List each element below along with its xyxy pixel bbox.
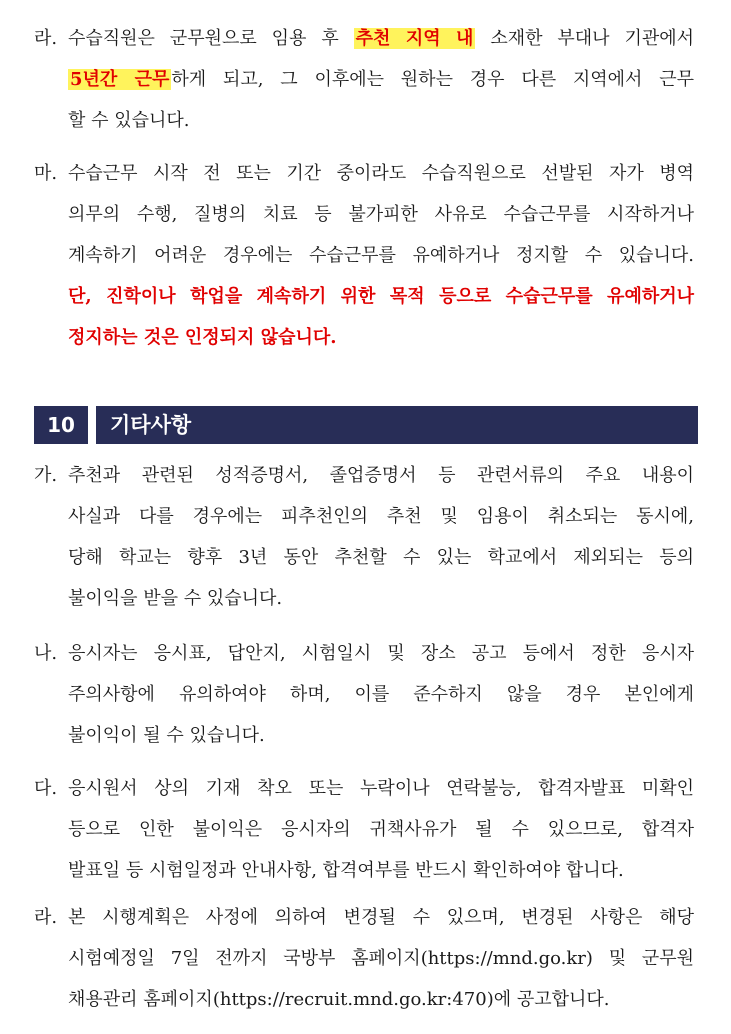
item-line xyxy=(34,897,694,938)
body-text: 불이익이 될 수 있습니다. xyxy=(68,725,265,746)
list-item xyxy=(34,153,694,358)
body-text: 추천과 관련된 성적증명서, 졸업증명서 등 관련서류의 주요 내용이 xyxy=(68,465,694,486)
body-text: 응시자는 응시표, 답안지, 시험일시 및 장소 공고 등에서 정한 응시자 xyxy=(68,643,694,664)
item-line xyxy=(34,674,694,715)
body-text: 의무의 수행, 질병의 치료 등 불가피한 사유로 수습근무를 시작하거나 xyxy=(68,204,694,225)
item-line xyxy=(34,235,694,276)
body-text: 할 수 있습니다. xyxy=(68,110,190,131)
item-line xyxy=(34,768,694,809)
item-marker: 라. xyxy=(34,907,58,928)
item-marker: 라. xyxy=(34,28,58,49)
body-text: 채용관리 홈페이지(https://recruit.mnd.go.kr:470)에 공고합니다. xyxy=(68,989,610,1010)
item-line xyxy=(34,633,694,674)
section-number: 10 xyxy=(34,406,88,444)
item-line xyxy=(34,153,694,194)
body-text: 당해 학교는 향후 3년 동안 추천할 수 있는 학교에서 제외되는 등의 xyxy=(68,547,694,568)
item-line xyxy=(34,276,694,317)
list-item xyxy=(34,897,694,1020)
item-line xyxy=(34,100,694,141)
highlighted-text: 5년간 근무 xyxy=(70,69,170,90)
item-marker: 나. xyxy=(34,643,58,664)
body-text: 시험예정일 7일 전까지 국방부 홈페이지(https://mnd.go.kr) 및 군무원 xyxy=(68,948,694,969)
body-text: 등으로 인한 불이익은 응시자의 귀책사유가 될 수 있으므로, 합격자 xyxy=(68,819,694,840)
list-item xyxy=(34,18,694,141)
body-text: 소재한 부대나 기관에서 xyxy=(475,28,695,49)
item-line xyxy=(34,938,694,979)
emphasis-text: 정지하는 것은 인정되지 않습니다. xyxy=(68,327,337,348)
body-text: 발표일 등 시험일정과 안내사항, 합격여부를 반드시 확인하여야 합니다. xyxy=(68,860,624,881)
body-text: 계속하기 어려운 경우에는 수습근무를 유예하거나 정지할 수 있습니다. xyxy=(68,245,694,266)
item-line xyxy=(34,455,694,496)
body-text: 하게 되고, 그 이후에는 원하는 경우 다른 지역에서 근무 xyxy=(171,69,695,90)
item-line xyxy=(34,537,694,578)
body-text: 응시원서 상의 기재 착오 또는 누락이나 연락불능, 합격자발표 미확인 xyxy=(68,778,694,799)
emphasis-text: 단, 진학이나 학업을 계속하기 위한 목적 등으로 수습근무를 유예하거나 xyxy=(68,286,694,307)
body-text: 수습근무 시작 전 또는 기간 중이라도 수습직원으로 선발된 자가 병역 xyxy=(68,163,694,184)
item-line xyxy=(34,850,694,891)
list-item xyxy=(34,633,694,756)
list-item xyxy=(34,455,694,619)
item-line xyxy=(34,578,694,619)
highlighted-text: 추천 지역 내 xyxy=(355,28,474,49)
section-header xyxy=(34,406,698,444)
item-line xyxy=(34,979,694,1020)
list-item xyxy=(34,768,694,891)
item-marker: 가. xyxy=(34,465,58,486)
body-text: 불이익을 받을 수 있습니다. xyxy=(68,588,283,609)
item-line xyxy=(34,18,694,59)
body-text: 본 시행계획은 사정에 의하여 변경될 수 있으며, 변경된 사항은 해당 xyxy=(68,907,694,928)
body-text: 주의사항에 유의하여야 하며, 이를 준수하지 않을 경우 본인에게 xyxy=(68,684,694,705)
item-line xyxy=(34,194,694,235)
item-line xyxy=(34,317,694,358)
section-title: 기타사항 xyxy=(96,406,698,444)
item-line xyxy=(34,809,694,850)
item-marker: 마. xyxy=(34,163,58,184)
item-line xyxy=(34,496,694,537)
item-line xyxy=(34,59,694,100)
body-text: 사실과 다를 경우에는 피추천인의 추천 및 임용이 취소되는 동시에, xyxy=(68,506,694,527)
item-line xyxy=(34,715,694,756)
item-marker: 다. xyxy=(34,778,58,799)
body-text: 수습직원은 군무원으로 임용 후 xyxy=(68,28,354,49)
